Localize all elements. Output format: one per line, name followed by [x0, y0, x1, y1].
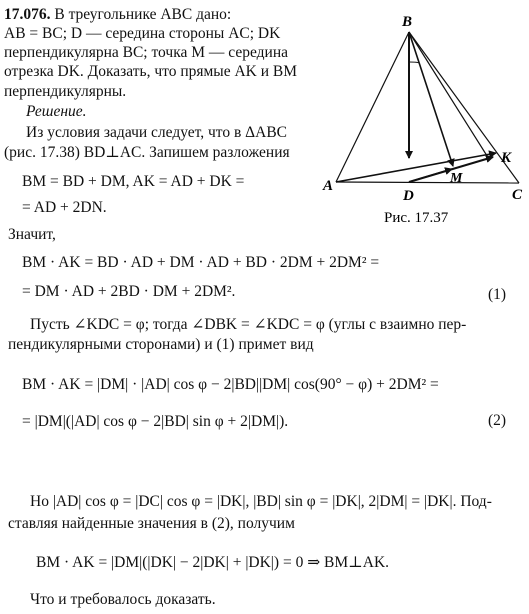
znachit-label: Значит, — [8, 226, 56, 243]
label-k: K — [501, 150, 512, 166]
equation-3a: BM · AK = |DM| · |AD| cos φ − 2|BD||DM| cos(90° − φ) + 2DM² = — [22, 376, 439, 393]
equation-number-2: (2) — [488, 412, 507, 429]
label-m: M — [450, 171, 463, 186]
solution-paragraph-5: Но |AD| cos φ = |DC| cos φ = |DK|, |BD| sin φ = |DK|, 2|DM| = |DK|. Под- — [30, 493, 492, 510]
angle-arc-b — [409, 62, 419, 63]
solution-heading: Решение. — [26, 103, 87, 120]
figure-caption: Рис. 17.37 — [384, 210, 449, 226]
equation-3b: = |DM|(|AD| cos φ − 2|BD| sin φ + 2|DM|). — [22, 413, 289, 430]
vector-bm — [409, 32, 453, 166]
problem-text-1: В треугольнике ABC дано: — [54, 6, 232, 23]
problem-statement-line-2: AB = BC; D — середина стороны AC; DK — [4, 25, 281, 42]
vector-dm — [409, 169, 452, 182]
solution-paragraph-3: Пусть ∠KDC = φ; тогда ∠DBK = ∠KDC = φ (углы с взаимно пер- — [30, 316, 467, 333]
solution-paragraph-4: пендикулярными сторонами) и (1) примет вид — [8, 336, 314, 353]
solution-paragraph-2: (рис. 17.38) BD⊥AC. Запишем разложения — [4, 144, 290, 161]
problem-statement-line-5: перпендикулярны. — [4, 83, 127, 100]
label-d: D — [403, 188, 414, 204]
label-c: C — [512, 187, 523, 203]
equation-1b: = AD + 2DN. — [22, 199, 107, 216]
equation-number-1: (1) — [488, 286, 507, 303]
side-ab — [336, 32, 409, 182]
problem-statement-line-3: перпендикулярна BC; точка M — середина — [4, 44, 289, 61]
equation-4: BM · AK = |DM|(|DK| − 2|DK| + |DK|) = 0 ⇒ BM⊥AK. — [36, 554, 390, 571]
solution-paragraph-1: Из условия задачи следует, что в ΔABC — [26, 124, 288, 141]
side-ac — [336, 182, 519, 183]
conclusion: Что и требовалось доказать. — [30, 591, 216, 608]
segment-bk — [409, 32, 489, 159]
equation-1a: BM = BD + DM, AK = AD + DK = — [22, 173, 245, 190]
equation-2a: BM · AK = BD · AD + DM · AD + BD · 2DM + 2DM² = — [22, 254, 380, 271]
solution-paragraph-6: ставляя найденные значения в (2), получим — [8, 515, 295, 532]
label-a: A — [323, 178, 334, 194]
vector-ak — [336, 153, 496, 182]
problem-number: 17.076. — [4, 6, 51, 23]
equation-2b: = DM · AD + 2BD · DM + 2DM². — [22, 283, 236, 300]
problem-statement-line-4: отрезка DK. Доказать, что прямые AK и BM — [4, 63, 298, 80]
label-b: B — [402, 14, 413, 30]
